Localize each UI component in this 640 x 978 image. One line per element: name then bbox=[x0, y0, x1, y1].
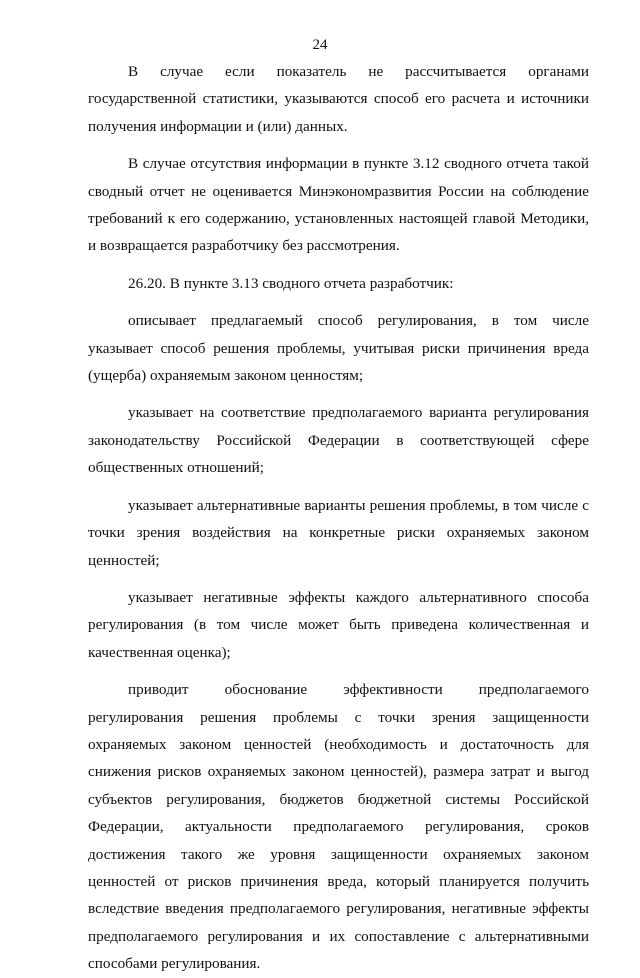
paragraph-missing-info: В случае отсутствия информации в пункте 3.12 сводного отчета такой сводный отчет не оценивается Минэкономразвития России на соблюдение требований к его содержанию, установленных настоящей главой Методики, и возвращается разработчику без рассмотрения. bbox=[88, 155, 589, 255]
paragraph-efficiency-justification: приводит обоснование эффективности предполагаемого регулирования решения проблемы с точки зрения защищенности охраняемых законом ценностей (необходимость и достаточность для снижения рисков охраняемых законом ценностей), размера затрат и выгод субъектов регулирования, бюджетов бюджетной системы Российской Федерации, актуальности предполагаемого регулирования, сроков достижения такого же уровня защищенности охраняемых законом ценностей от рисков причинения вреда, который планируется получить вследствие введения предполагаемого регулирования, негативные эффекты предполагаемого регулирования и их сопоставление с альтернативными способами регулирования. bbox=[88, 681, 589, 973]
paragraph-alternatives: указывает альтернативные варианты решения проблемы, в том числе с точки зрения воздействия на конкретные риски охраняемых законом ценностей; bbox=[88, 496, 589, 569]
paragraph-clause-26-20: 26.20. В пункте 3.13 сводного отчета разработчик: bbox=[128, 274, 454, 292]
paragraph-negative-effects: указывает негативные эффекты каждого альтернативного способа регулирования (в том числе может быть приведена количественная и качественная оценка); bbox=[88, 588, 589, 661]
paragraph-describes-method: описывает предлагаемый способ регулирования, в том числе указывает способ решения проблемы, учитывая риски причинения вреда (ущерба) охраняемым законом ценностям; bbox=[88, 312, 589, 385]
paragraph-statistics-method: В случае если показатель не рассчитывается органами государственной статистики, указываются способ его расчета и источники получения информации и (или) данных. bbox=[88, 63, 589, 135]
page-number: 24 bbox=[312, 37, 328, 53]
paragraph-legislation-compliance: указывает на соответствие предполагаемого варианта регулирования законодательству Российской Федерации в соответствующей сфере общественных отношений; bbox=[88, 404, 589, 477]
document-body bbox=[88, 58, 589, 978]
